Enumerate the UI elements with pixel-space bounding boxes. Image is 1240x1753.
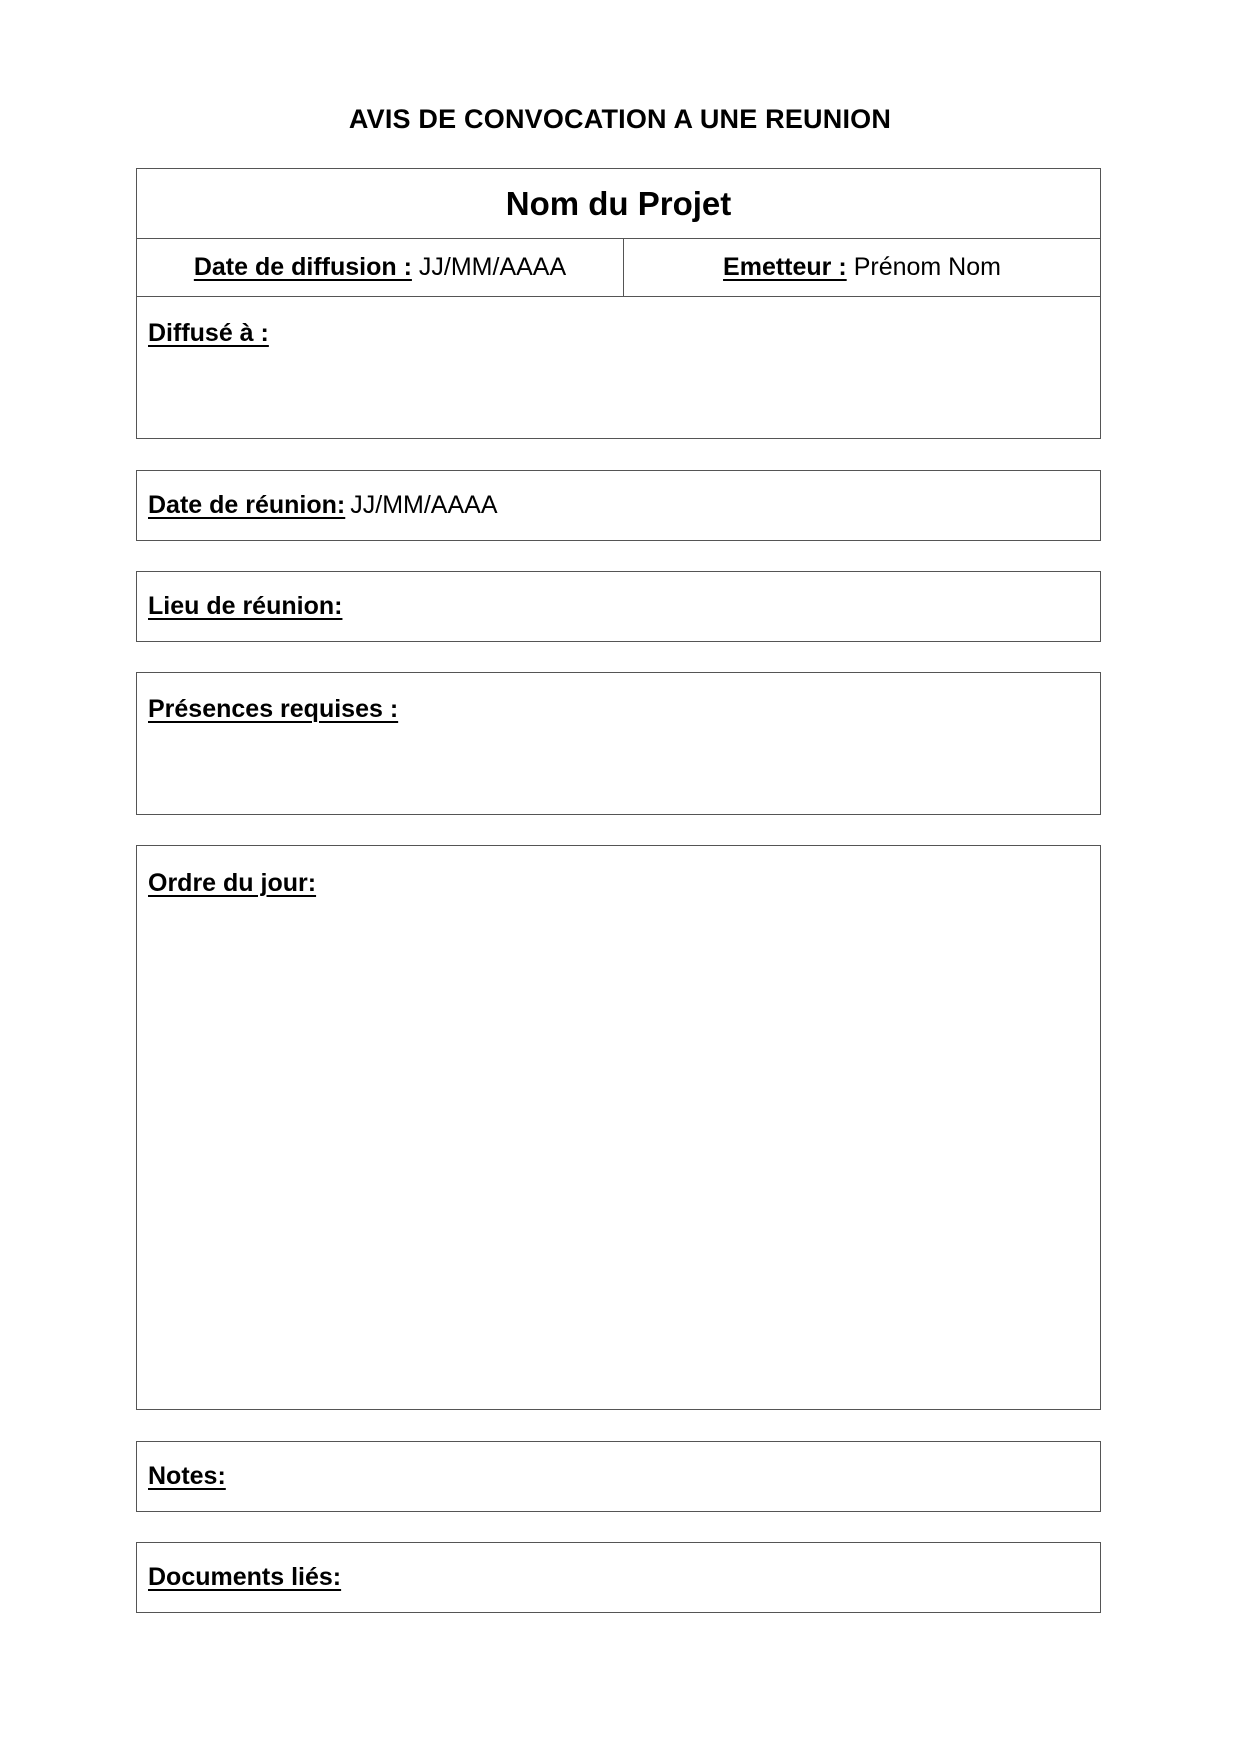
notes-label: Notes: [148,1462,226,1490]
lieu-reunion-field [136,571,1101,642]
document-title: AVIS DE CONVOCATION A UNE REUNION [348,104,892,134]
emetteur-label: Emetteur : [723,253,847,281]
diffuse-a-label: Diffusé à : [148,319,269,347]
presences-field [136,672,1101,815]
documents-lies-field [136,1542,1101,1613]
date-reunion-field [136,470,1101,541]
ordre-du-jour-label: Ordre du jour: [148,869,317,897]
notes-field [136,1441,1101,1512]
diffusion-date-value: JJ/MM/AAAA [418,253,567,281]
documents-lies-label: Documents liés: [148,1563,342,1591]
emetteur-cell [624,239,1100,296]
diffusion-date-cell [137,239,624,296]
emetteur-value: Prénom Nom [853,253,1001,281]
diffuse-a-field [137,297,1100,438]
diffusion-date-label: Date de diffusion : [193,253,412,281]
date-reunion-label: Date de réunion: [148,491,346,519]
ordre-du-jour-field [136,845,1101,1410]
date-reunion-value: JJ/MM/AAAA [350,491,498,519]
presences-label: Présences requises : [148,695,399,723]
project-header-box [136,168,1101,439]
lieu-reunion-label: Lieu de réunion: [148,592,343,620]
project-name: Nom du Projet [137,169,1100,239]
meta-row [137,239,1100,297]
